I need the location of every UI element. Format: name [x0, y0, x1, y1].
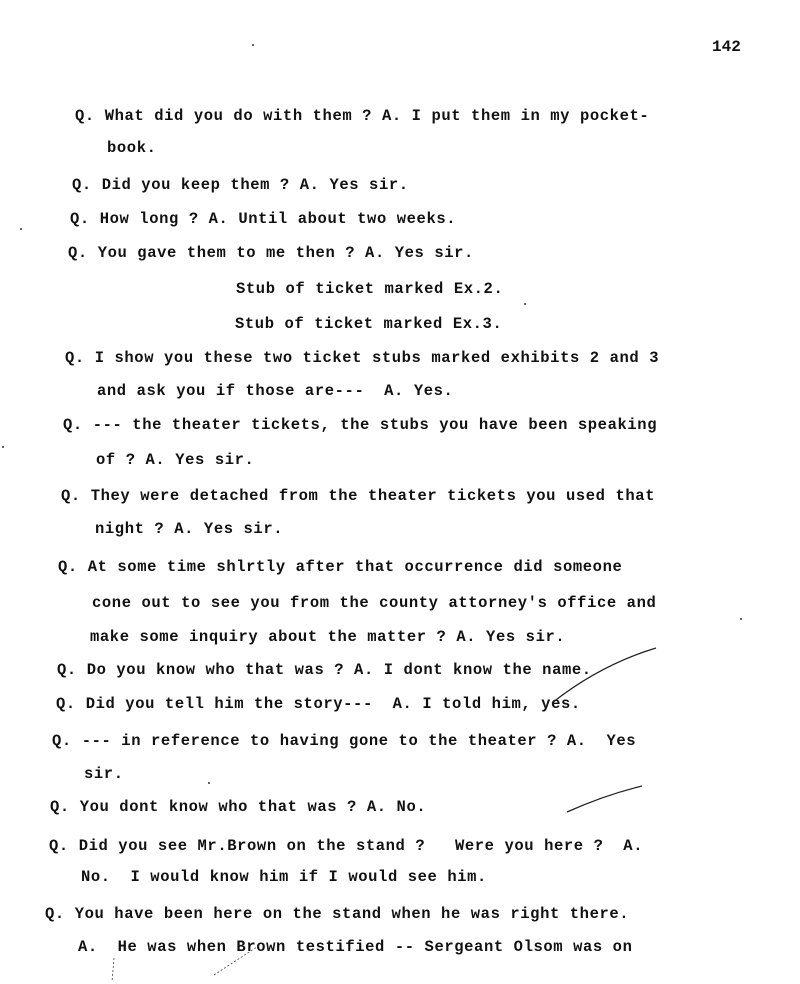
transcript-line: Q. At some time shlrtly after that occurrence did someone: [58, 558, 623, 576]
transcript-line: Q. You have been here on the stand when he was right there.: [45, 905, 630, 923]
transcript-line: make some inquiry about the matter ? A. Yes sir.: [90, 628, 566, 646]
transcript-line: Q. Did you keep them ? A. Yes sir.: [72, 176, 409, 194]
transcript-line: Q. You dont know who that was ? A. No.: [50, 798, 427, 816]
transcript-line: Q. You gave them to me then ? A. Yes sir.: [68, 244, 474, 262]
speck: [208, 782, 210, 784]
speck: [524, 303, 526, 305]
transcript-line: Q. --- the theater tickets, the stubs you have been speaking: [63, 416, 658, 434]
transcript-line: No. I would know him if I would see him.: [81, 868, 487, 886]
transcript-line: night ? A. Yes sir.: [95, 520, 284, 538]
transcript-line: Q. They were detached from the theater tickets you used that: [61, 487, 656, 505]
transcript-line: and ask you if those are--- A. Yes.: [97, 382, 454, 400]
speck: [740, 618, 742, 620]
transcript-line: Q. How long ? A. Until about two weeks.: [70, 210, 457, 228]
speck: [2, 446, 4, 448]
transcript-line: sir.: [84, 765, 124, 783]
speck: [20, 228, 22, 230]
transcript-line: of ? A. Yes sir.: [96, 451, 255, 469]
transcript-line: Q. I show you these two ticket stubs marked exhibits 2 and 3: [65, 349, 660, 367]
transcript-line: Q. Did you tell him the story--- A. I told him, yes.: [56, 695, 581, 713]
transcript-line: Q. Did you see Mr.Brown on the stand ? Were you here ? A.: [49, 837, 644, 855]
pen-stroke-4: [112, 958, 114, 982]
transcript-line: Q. Do you know who that was ? A. I dont know the name.: [57, 661, 592, 679]
transcript-line: A. He was when Brown testified -- Sergeant Olsom was on: [78, 938, 633, 956]
transcript-line: Q. What did you do with them ? A. I put them in my pocket-: [75, 107, 650, 125]
exhibit-note: Stub of ticket marked Ex.3.: [235, 315, 503, 333]
transcript-line: cone out to see you from the county attorney's office and: [92, 594, 657, 612]
page-number: 142: [712, 38, 741, 56]
exhibit-note: Stub of ticket marked Ex.2.: [236, 280, 504, 298]
speck: [252, 44, 254, 46]
transcript-line: book.: [107, 139, 157, 157]
pen-stroke-2: [567, 786, 642, 812]
transcript-line: Q. --- in reference to having gone to the theater ? A. Yes: [52, 732, 637, 750]
